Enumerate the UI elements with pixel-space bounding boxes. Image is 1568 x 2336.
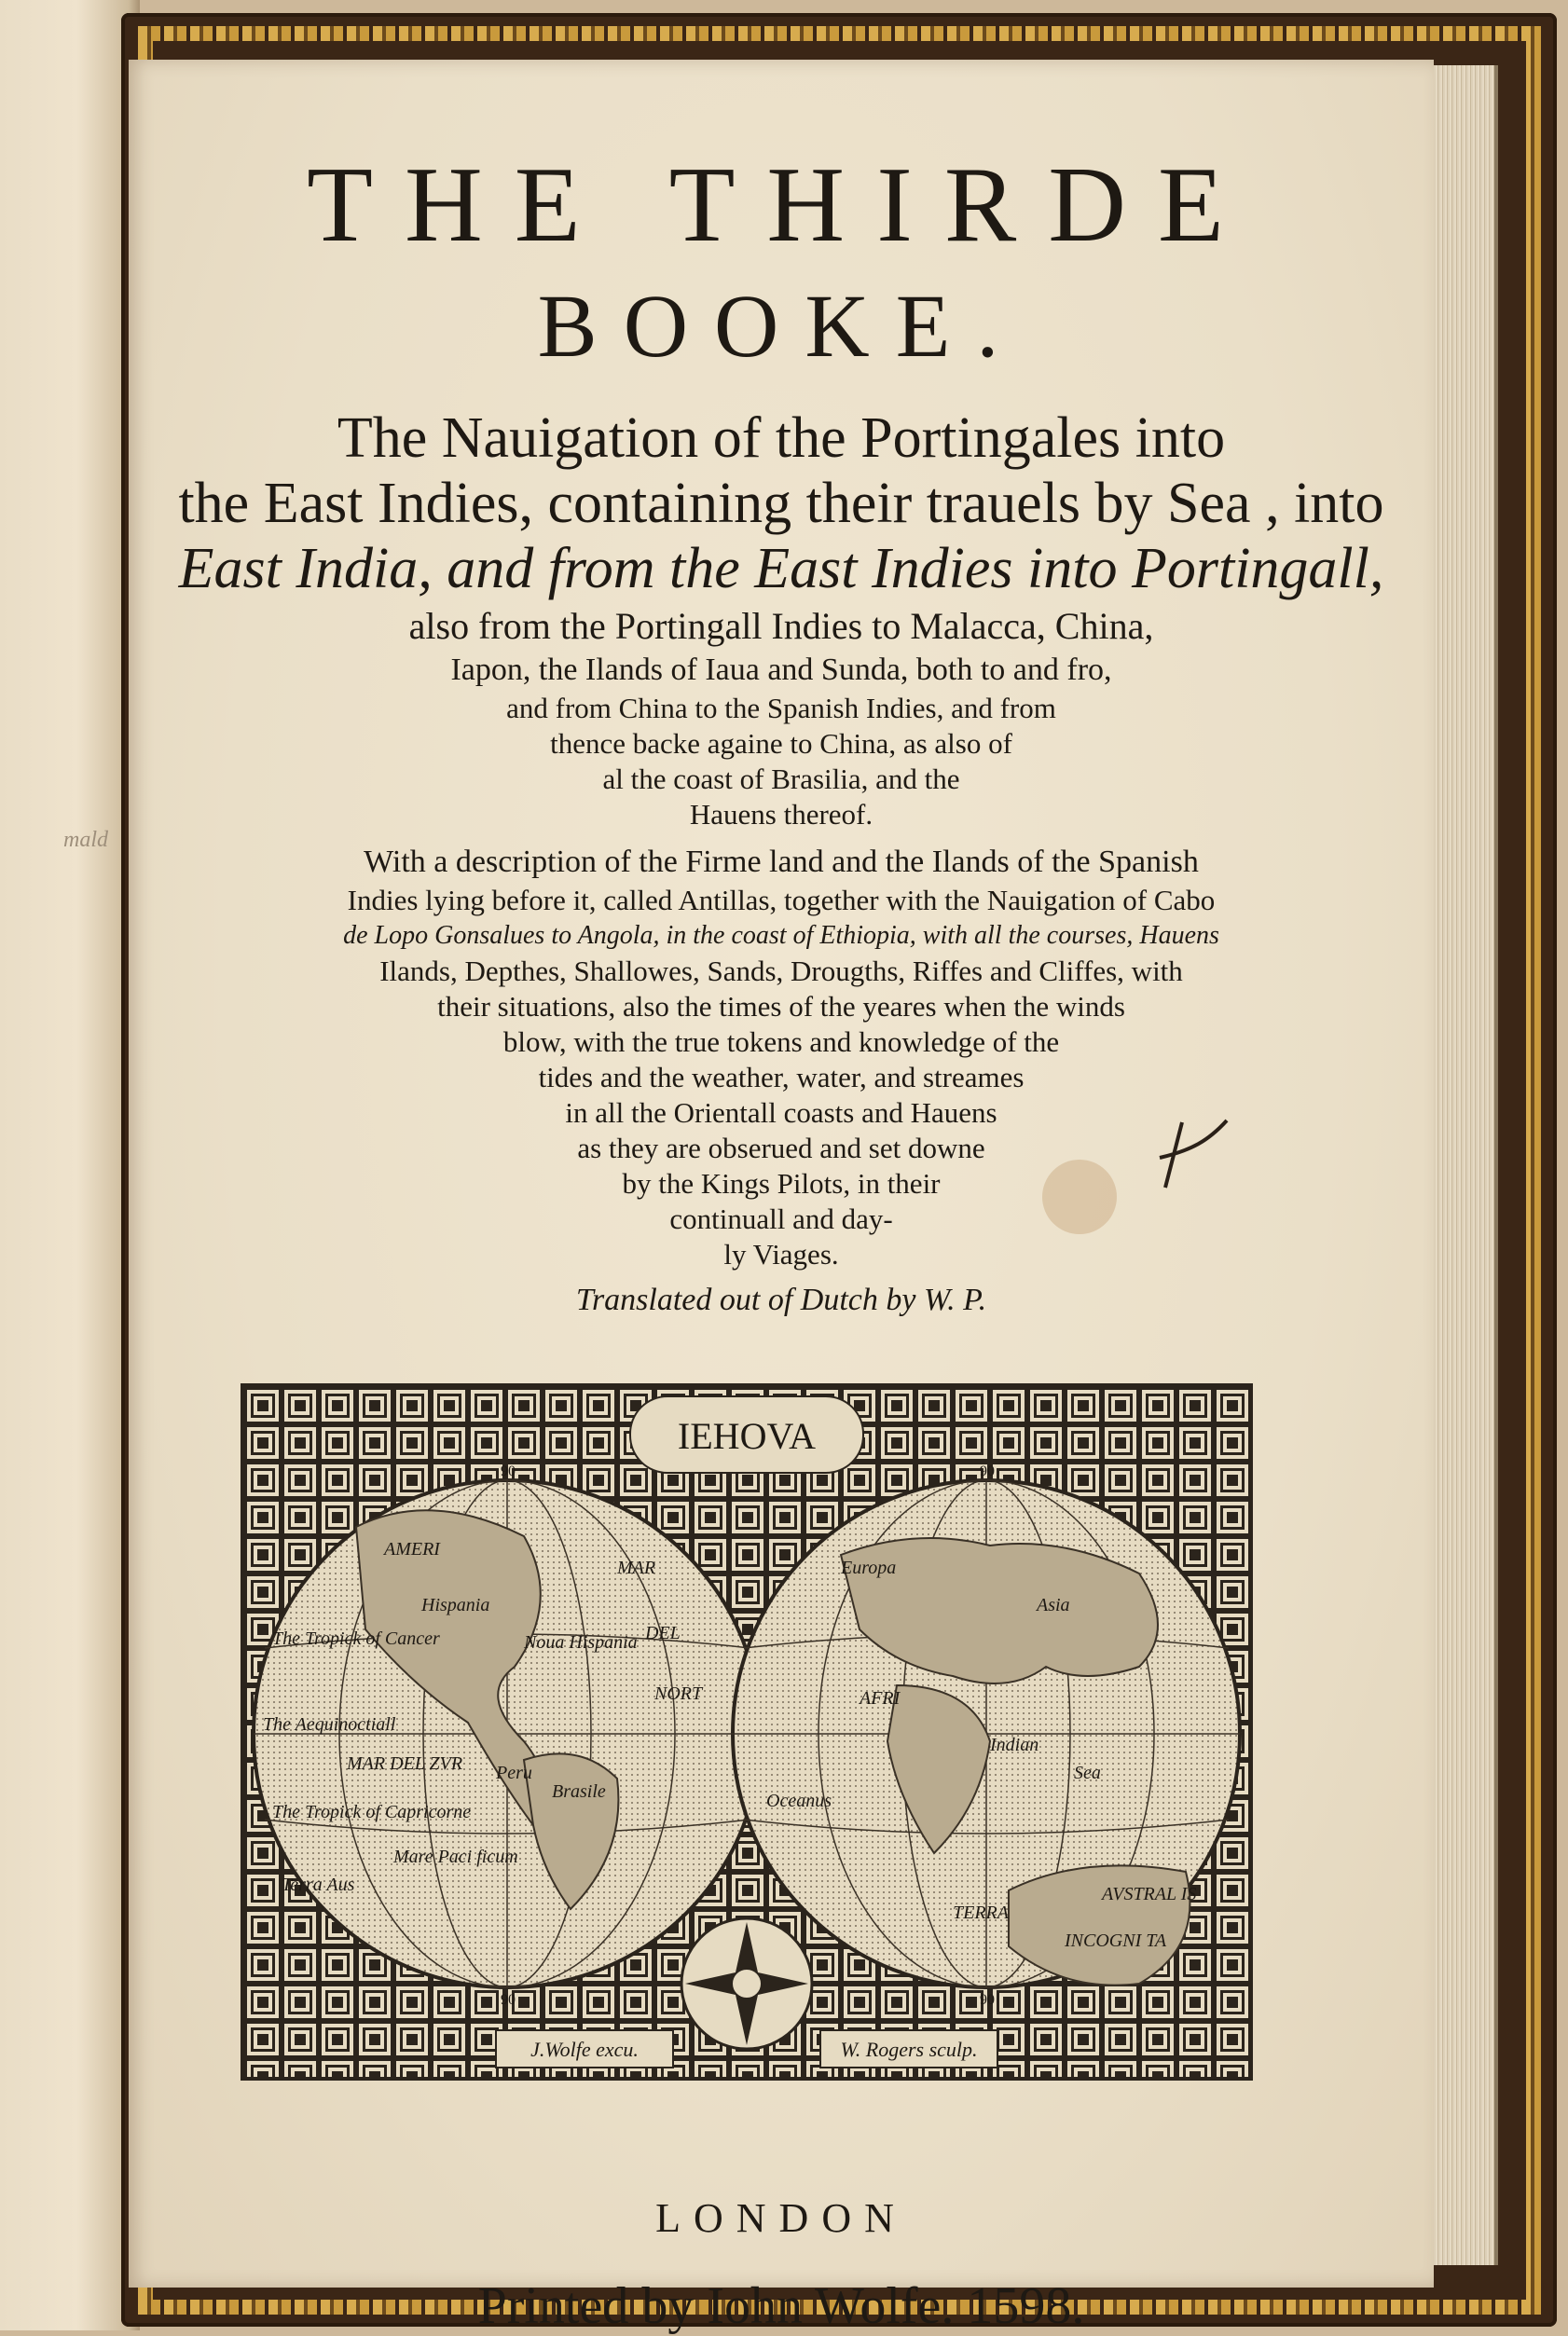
description-line-6: blow, with the true tokens and knowledge of the xyxy=(502,1025,1060,1058)
map-label: Peru xyxy=(496,1763,532,1783)
map-label: AMERI xyxy=(384,1539,440,1560)
description-line-1: With a description of the Firme land and the Ilands of the Spanish xyxy=(364,845,1199,879)
italic-line: East India, and from the East Indies into Portingall, xyxy=(178,537,1384,600)
map-label: Mare Paci ficum xyxy=(393,1847,518,1867)
map-label: INCOGNI TA xyxy=(1065,1931,1167,1951)
map-label: Oceanus xyxy=(766,1791,832,1811)
title-line-1: THE THIRDE xyxy=(307,145,1256,265)
imprint-printer: Printed by Iohn Wolfe. 1598. xyxy=(477,2277,1085,2335)
engraver-signature-left: J.Wolfe excu. xyxy=(530,2038,639,2061)
map-label: TERRA xyxy=(953,1903,1009,1923)
tick-label: 90 xyxy=(980,1992,995,2008)
description-line-10: by the Kings Pilots, in their xyxy=(622,1167,941,1200)
body-line-5: al the coast of Brasilia, and the xyxy=(602,763,960,795)
map-label: Noua Hispania xyxy=(524,1632,638,1653)
body-line-1: also from the Portingall Indies to Malacca, China, xyxy=(408,605,1154,647)
world-map-engraving xyxy=(241,1383,1253,2081)
map-label: The Tropick of Cancer xyxy=(272,1628,440,1649)
map-label: Sea xyxy=(1074,1763,1101,1783)
map-banner: IEHOVA xyxy=(677,1415,817,1457)
map-drawing xyxy=(244,1387,1249,2077)
description-line-5: their situations, also the times of the yeares when the winds xyxy=(437,990,1125,1023)
engraver-signature-right: W. Rogers sculp. xyxy=(840,2038,978,2061)
description-line-8: in all the Orientall coasts and Hauens xyxy=(565,1096,997,1129)
map-label: Hispania xyxy=(421,1595,490,1615)
description-line-12: ly Viages. xyxy=(723,1238,839,1271)
tick-label: 90 xyxy=(501,1463,516,1479)
map-label: AVSTRAL IS xyxy=(1102,1884,1197,1904)
ink-stain xyxy=(1042,1160,1117,1234)
margin-note: mald xyxy=(63,828,108,852)
map-label: Indian xyxy=(990,1735,1039,1755)
map-label: Terra Aus xyxy=(282,1875,355,1895)
map-label: NORT xyxy=(654,1683,703,1704)
subtitle-line-1: The Nauigation of the Portingales into xyxy=(337,406,1226,470)
map-label: MAR xyxy=(617,1558,656,1578)
tick-label: 90 xyxy=(980,1463,995,1479)
map-label: The Tropick of Capricorne xyxy=(272,1802,472,1822)
map-label: DEL xyxy=(645,1623,681,1643)
tick-label: 90 xyxy=(501,1992,516,2008)
map-label: Europa xyxy=(841,1558,897,1578)
facing-page xyxy=(0,0,140,2330)
description-line-3: de Lopo Gonsalues to Angola, in the coast of Ethiopia, with all the courses, Hauens xyxy=(343,921,1219,950)
body-line-6: Hauens thereof. xyxy=(689,798,873,831)
title-page xyxy=(129,60,1434,2335)
body-line-4: thence backe againe to China, as also of xyxy=(550,727,1012,760)
description-line-7: tides and the weather, water, and streames xyxy=(538,1061,1025,1093)
description-line-2: Indies lying before it, called Antillas, together with the Nauigation of Cabo xyxy=(347,884,1216,916)
handwritten-mark xyxy=(1154,1113,1238,1206)
compass-rose-icon xyxy=(681,1918,812,2049)
map-label: AFRI xyxy=(860,1688,901,1709)
map-label: Brasile xyxy=(552,1781,606,1802)
description-line-11: continuall and day- xyxy=(669,1202,893,1235)
map-label: The Aequinoctiall xyxy=(263,1714,396,1735)
body-line-3: and from China to the Spanish Indies, and from xyxy=(506,692,1056,724)
translator-line: Translated out of Dutch by W. P. xyxy=(575,1283,987,1317)
description-line-4: Ilands, Depthes, Shallowes, Sands, Drougths, Riffes and Cliffes, with xyxy=(379,955,1183,987)
body-line-2: Iapon, the Ilands of Iaua and Sunda, both to and fro, xyxy=(450,653,1112,687)
description-line-9: as they are obserued and set downe xyxy=(577,1132,985,1164)
title-line-2: BOOKE. xyxy=(537,276,1025,376)
imprint-city: LONDON xyxy=(655,2195,907,2241)
map-label: Asia xyxy=(1037,1595,1070,1615)
map-label: MAR DEL ZVR xyxy=(347,1753,463,1774)
subtitle-line-2: the East Indies, containing their trauels by Sea , into xyxy=(178,472,1384,535)
